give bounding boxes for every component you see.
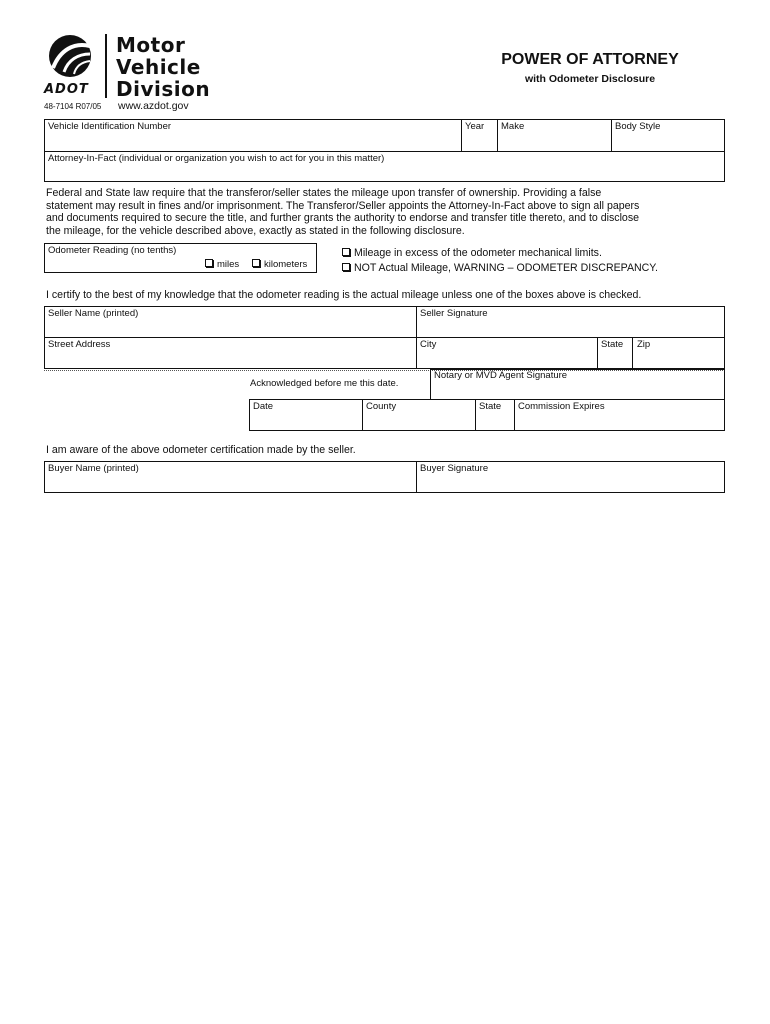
- divider: [611, 119, 612, 151]
- kilometers-option[interactable]: [252, 259, 307, 270]
- miles-checkbox[interactable]: [205, 259, 213, 267]
- disclosure-line: the mileage, for the vehicle described above, exactly as stated in the following disclosure.: [46, 224, 465, 237]
- divider: [416, 306, 417, 369]
- city-field[interactable]: City: [420, 339, 437, 350]
- divider: [44, 337, 725, 338]
- not-actual-mileage-checkbox[interactable]: [342, 263, 350, 271]
- divider: [44, 151, 725, 152]
- excess-mileage-checkbox[interactable]: [342, 248, 350, 256]
- zip-field[interactable]: Zip: [637, 339, 651, 350]
- divider: [497, 119, 498, 151]
- make-field[interactable]: Make: [501, 121, 525, 132]
- kilometers-label: kilometers: [264, 259, 308, 270]
- disclosure-line: statement may result in fines and/or imprisonment. The Transferor/Seller appoints the Attorney-In-Fact above to sign all papers: [46, 199, 640, 212]
- divider: [632, 337, 633, 369]
- seller-state-field[interactable]: State: [601, 339, 624, 350]
- adot-logo-icon: [44, 34, 100, 84]
- divider: [430, 369, 431, 400]
- acknowledged-text: Acknowledged before me this date.: [250, 378, 399, 389]
- notary-county-field[interactable]: County: [366, 401, 397, 412]
- disclosure-line: Federal and State law require that the transferor/seller states the mileage upon transfer of ownership. Providing a false: [46, 187, 602, 199]
- commission-expires-field[interactable]: Commission Expires: [518, 401, 605, 412]
- notary-state-field[interactable]: State: [479, 401, 502, 412]
- divider: [597, 337, 598, 369]
- disclosure-line: and documents required to secure the title, and further grants the authority to endorse and transfer title thereto, and to disclose: [46, 212, 640, 225]
- logo-word-vehicle: Vehicle: [116, 55, 201, 79]
- document-title: POWER OF ATTORNEY: [501, 51, 679, 68]
- adot-brand: ADOT: [44, 82, 89, 97]
- website-link[interactable]: www.azdot.gov: [118, 100, 189, 112]
- buyer-info-box: [44, 461, 725, 493]
- divider: [362, 399, 363, 431]
- kilometers-checkbox[interactable]: [252, 259, 260, 267]
- divider: [514, 399, 515, 431]
- document-subtitle: with Odometer Disclosure: [524, 73, 656, 85]
- logo-divider: [105, 34, 107, 98]
- buyer-name-field[interactable]: Buyer Name (printed): [48, 463, 139, 474]
- notary-date-field[interactable]: Date: [253, 401, 274, 412]
- excess-mileage-option[interactable]: [342, 247, 602, 259]
- year-field[interactable]: Year: [465, 121, 485, 132]
- excess-mileage-label: Mileage in excess of the odometer mechanical limits.: [354, 247, 602, 259]
- divider: [461, 119, 462, 151]
- seller-name-field[interactable]: Seller Name (printed): [48, 308, 139, 319]
- divider: [475, 399, 476, 431]
- attorney-in-fact-field[interactable]: Attorney-In-Fact (individual or organization you wish to act for you in this matter): [48, 153, 385, 164]
- body-style-field[interactable]: Body Style: [615, 121, 661, 132]
- buyer-signature-field[interactable]: Buyer Signature: [420, 463, 489, 474]
- notary-signature-field[interactable]: Notary or MVD Agent Signature: [434, 370, 568, 381]
- certify-statement: I certify to the best of my knowledge that the odometer reading is the actual mileage unless one of the boxes above is checked.: [46, 289, 642, 301]
- miles-option[interactable]: [205, 259, 239, 270]
- buyer-statement: I am aware of the above odometer certification made by the seller.: [46, 444, 356, 456]
- form-number: 48-7104 R07/05: [44, 102, 102, 111]
- disclosure-paragraph: [46, 187, 726, 237]
- not-actual-mileage-option[interactable]: [342, 262, 658, 274]
- divider: [416, 461, 417, 493]
- dotted-separator: [44, 370, 725, 371]
- miles-label: miles: [217, 259, 240, 270]
- street-address-field[interactable]: Street Address: [48, 339, 111, 350]
- not-actual-mileage-label: NOT Actual Mileage, WARNING – ODOMETER DISCREPANCY.: [354, 262, 658, 274]
- logo-word-division: Division: [116, 77, 211, 101]
- logo-word-motor: Motor: [116, 33, 186, 57]
- seller-signature-field[interactable]: Seller Signature: [420, 308, 488, 319]
- odometer-reading-field[interactable]: Odometer Reading (no tenths): [48, 245, 177, 256]
- vin-field[interactable]: Vehicle Identification Number: [48, 121, 172, 132]
